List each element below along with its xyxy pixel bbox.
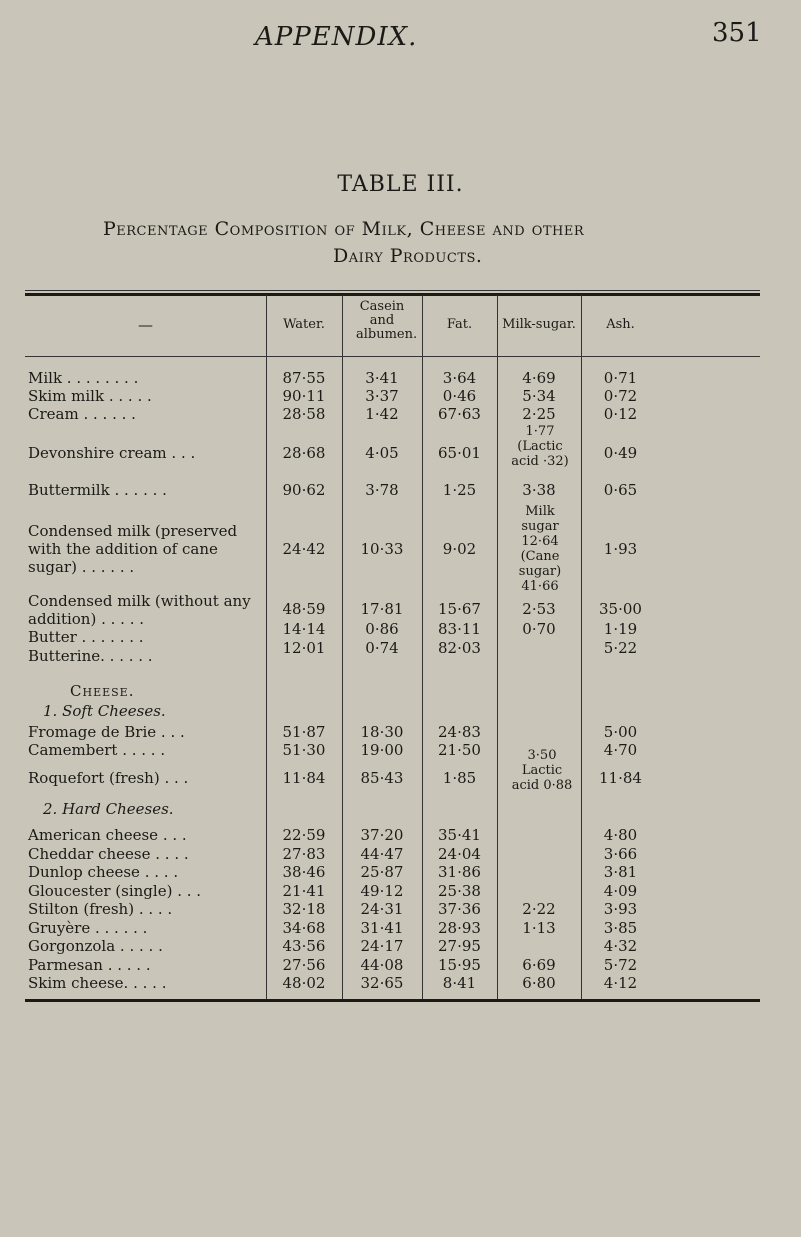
- cell-casein: 10·33: [360, 540, 404, 558]
- cell-sugar: 2·53: [522, 600, 556, 618]
- cell-water: 24·42: [282, 540, 326, 558]
- cell-ash: 4·32: [603, 937, 638, 955]
- table-bottom-rule: [25, 999, 760, 1002]
- table-top-thin-rule: [25, 290, 760, 291]
- row-label: Buttermilk . . . . . .: [28, 481, 167, 499]
- column-header-casein: Casein and albumen.: [356, 299, 418, 342]
- row-label: Cream . . . . . .: [28, 405, 136, 423]
- row-label: Devonshire cream . . .: [28, 444, 196, 462]
- cell-water: 87·55: [282, 369, 326, 387]
- cell-fat: 67·63: [438, 405, 481, 423]
- cell-sugar: 6·69: [522, 955, 556, 974]
- cell-water: 90·11: [282, 387, 326, 405]
- row-label: Stilton (fresh) . . . .: [28, 900, 173, 918]
- cell-fat: 24·04: [438, 844, 481, 863]
- cell-water: 21·41: [282, 881, 326, 900]
- table-subtitle-line2: Dairy Products.: [333, 245, 483, 267]
- cell-casein: 4·05: [365, 444, 399, 462]
- cell-ash: 0·49: [603, 444, 638, 462]
- section-heading-cheese: Cheese.: [70, 682, 135, 700]
- row-label: Butter . . . . . . .: [28, 628, 144, 646]
- column-header-water: Water.: [283, 317, 325, 332]
- cell-casein: 17·81: [360, 600, 404, 618]
- cell-ash: 4·09: [603, 881, 638, 900]
- section-heading-soft: 1. Soft Cheeses.: [43, 702, 166, 720]
- cell-casein: 18·30: [360, 723, 404, 741]
- cell-water: 27·83: [282, 844, 326, 863]
- cell-water: 43·56: [282, 937, 326, 955]
- cell-fat: 83·11: [438, 620, 481, 638]
- section-heading-hard: 2. Hard Cheeses.: [43, 800, 174, 818]
- cell-casein: 3·37: [365, 387, 399, 405]
- cell-water: 32·18: [282, 900, 326, 918]
- cell-casein: 85·43: [360, 769, 404, 787]
- table-top-rule: [25, 293, 760, 296]
- column-header-milk-sugar: Milk-sugar.: [502, 317, 576, 332]
- row-label: Camembert . . . . .: [28, 741, 166, 759]
- cell-water: 51·87: [282, 723, 326, 741]
- cell-sugar: 5·34: [522, 387, 556, 405]
- cell-casein: 31·41: [360, 918, 404, 937]
- cell-casein: 49·12: [360, 881, 404, 900]
- cell-ash: 3·66: [603, 844, 638, 863]
- cell-fat: 0·46: [442, 387, 477, 405]
- column-header-item: —: [138, 316, 153, 334]
- table-header-rule: [25, 356, 760, 357]
- cell-sugar: 2·22: [522, 900, 556, 918]
- cell-ash: 4·80: [603, 826, 638, 844]
- cell-casein: 24·31: [360, 900, 404, 918]
- column-header-ash: Ash.: [606, 317, 635, 332]
- column-header-fat: Fat.: [446, 317, 473, 332]
- cell-casein: 32·65: [360, 974, 404, 992]
- cell-casein: 25·87: [360, 863, 404, 881]
- cell-fat: 8·41: [442, 974, 477, 992]
- cell-casein: 44·08: [360, 955, 404, 974]
- cell-fat: 15·95: [438, 955, 481, 974]
- cell-water: 90·62: [282, 481, 326, 499]
- cell-ash: 0·72: [603, 387, 638, 405]
- cell-fat: 37·36: [438, 900, 481, 918]
- cell-fat: 1·85: [442, 769, 477, 787]
- row-label: Cheddar cheese . . . .: [28, 844, 189, 863]
- cell-casein: 3·41: [365, 369, 399, 387]
- row-label: Gorgonzola . . . . .: [28, 937, 163, 955]
- cell-casein: 44·47: [360, 844, 404, 863]
- row-label: Parmesan . . . . .: [28, 955, 151, 974]
- cell-fat: 21·50: [438, 741, 481, 759]
- cell-water: 48·02: [282, 974, 326, 992]
- cell-casein: 3·78: [365, 481, 399, 499]
- cell-fat: 65·01: [438, 444, 481, 462]
- cell-water: 14·14: [282, 620, 326, 638]
- table-title: TABLE III.: [337, 172, 464, 197]
- cell-water: 48·59: [282, 600, 326, 618]
- cell-sugar: 6·80: [522, 974, 556, 992]
- cell-water: 11·84: [282, 769, 326, 787]
- cell-ash: 4·12: [603, 974, 638, 992]
- cell-water: 38·46: [282, 863, 326, 881]
- cell-fat: 24·83: [438, 723, 481, 741]
- cell-sugar-note: 1·77 (Lactic acid ·32): [511, 424, 569, 469]
- cell-sugar: 0·70: [522, 620, 556, 638]
- cell-sugar: 1·13: [522, 918, 556, 937]
- cell-fat: 82·03: [438, 639, 481, 657]
- cell-sugar: 2·25: [522, 405, 556, 423]
- row-label: American cheese . . .: [28, 826, 187, 844]
- cell-ash: 4·70: [603, 741, 638, 759]
- cell-fat: 25·38: [438, 881, 481, 900]
- cell-sugar-note: 3·50 Lactic acid 0·88: [511, 748, 573, 793]
- table-subtitle-line1: Percentage Composition of Milk, Cheese and other: [103, 218, 585, 240]
- cell-casein: 24·17: [360, 937, 404, 955]
- row-label: Condensed milk (without any addition) . . . . .: [28, 592, 251, 628]
- cell-fat: 15·67: [438, 600, 481, 618]
- cell-casein: 0·74: [365, 639, 399, 657]
- cell-ash: 3·81: [603, 863, 638, 881]
- row-label: Dunlop cheese . . . .: [28, 863, 179, 881]
- cell-ash: 0·12: [603, 405, 638, 423]
- cell-ash: 5·00: [603, 723, 638, 741]
- page-number: 351: [712, 18, 762, 48]
- cell-ash: 5·22: [603, 639, 638, 657]
- row-label: Butterine. . . . . .: [28, 647, 153, 665]
- cell-ash: 0·71: [603, 369, 638, 387]
- row-label: Skim cheese. . . . .: [28, 974, 167, 992]
- cell-fat: 28·93: [438, 918, 481, 937]
- cell-water: 27·56: [282, 955, 326, 974]
- cell-casein: 19·00: [360, 741, 404, 759]
- cell-fat: 3·64: [442, 369, 477, 387]
- cell-ash: 5·72: [603, 955, 638, 974]
- cell-fat: 35·41: [438, 826, 481, 844]
- row-label: Fromage de Brie . . .: [28, 723, 185, 741]
- cell-water: 28·68: [282, 444, 326, 462]
- cell-ash: 11·84: [599, 769, 642, 787]
- row-label: Milk . . . . . . . .: [28, 369, 139, 387]
- cell-water: 34·68: [282, 918, 326, 937]
- row-label: Gruyère . . . . . .: [28, 918, 148, 937]
- cell-fat: 27·95: [438, 937, 481, 955]
- cell-ash: 1·93: [603, 540, 638, 558]
- cell-sugar: 3·38: [522, 481, 556, 499]
- running-head: APPENDIX.: [255, 22, 418, 52]
- cell-water: 22·59: [282, 826, 326, 844]
- cell-fat: 1·25: [442, 481, 477, 499]
- row-label: Condensed milk (preserved with the addition of cane sugar) . . . . . .: [28, 522, 238, 576]
- cell-ash: 1·19: [603, 620, 638, 638]
- cell-sugar-note: Milk sugar 12·64 (Cane sugar) 41·66: [518, 504, 562, 594]
- cell-water: 28·58: [282, 405, 326, 423]
- cell-ash: 35·00: [599, 600, 642, 618]
- cell-ash: 3·93: [603, 900, 638, 918]
- cell-ash: 0·65: [603, 481, 638, 499]
- cell-fat: 31·86: [438, 863, 481, 881]
- row-label: Skim milk . . . . .: [28, 387, 152, 405]
- cell-casein: 37·20: [360, 826, 404, 844]
- row-label: Gloucester (single) . . .: [28, 881, 202, 900]
- row-label: Roquefort (fresh) . . .: [28, 769, 189, 787]
- cell-sugar: 4·69: [522, 369, 556, 387]
- cell-water: 51·30: [282, 741, 326, 759]
- cell-casein: 1·42: [365, 405, 399, 423]
- cell-casein: 0·86: [365, 620, 399, 638]
- cell-ash: 3·85: [603, 918, 638, 937]
- cell-water: 12·01: [282, 639, 326, 657]
- cell-fat: 9·02: [442, 540, 477, 558]
